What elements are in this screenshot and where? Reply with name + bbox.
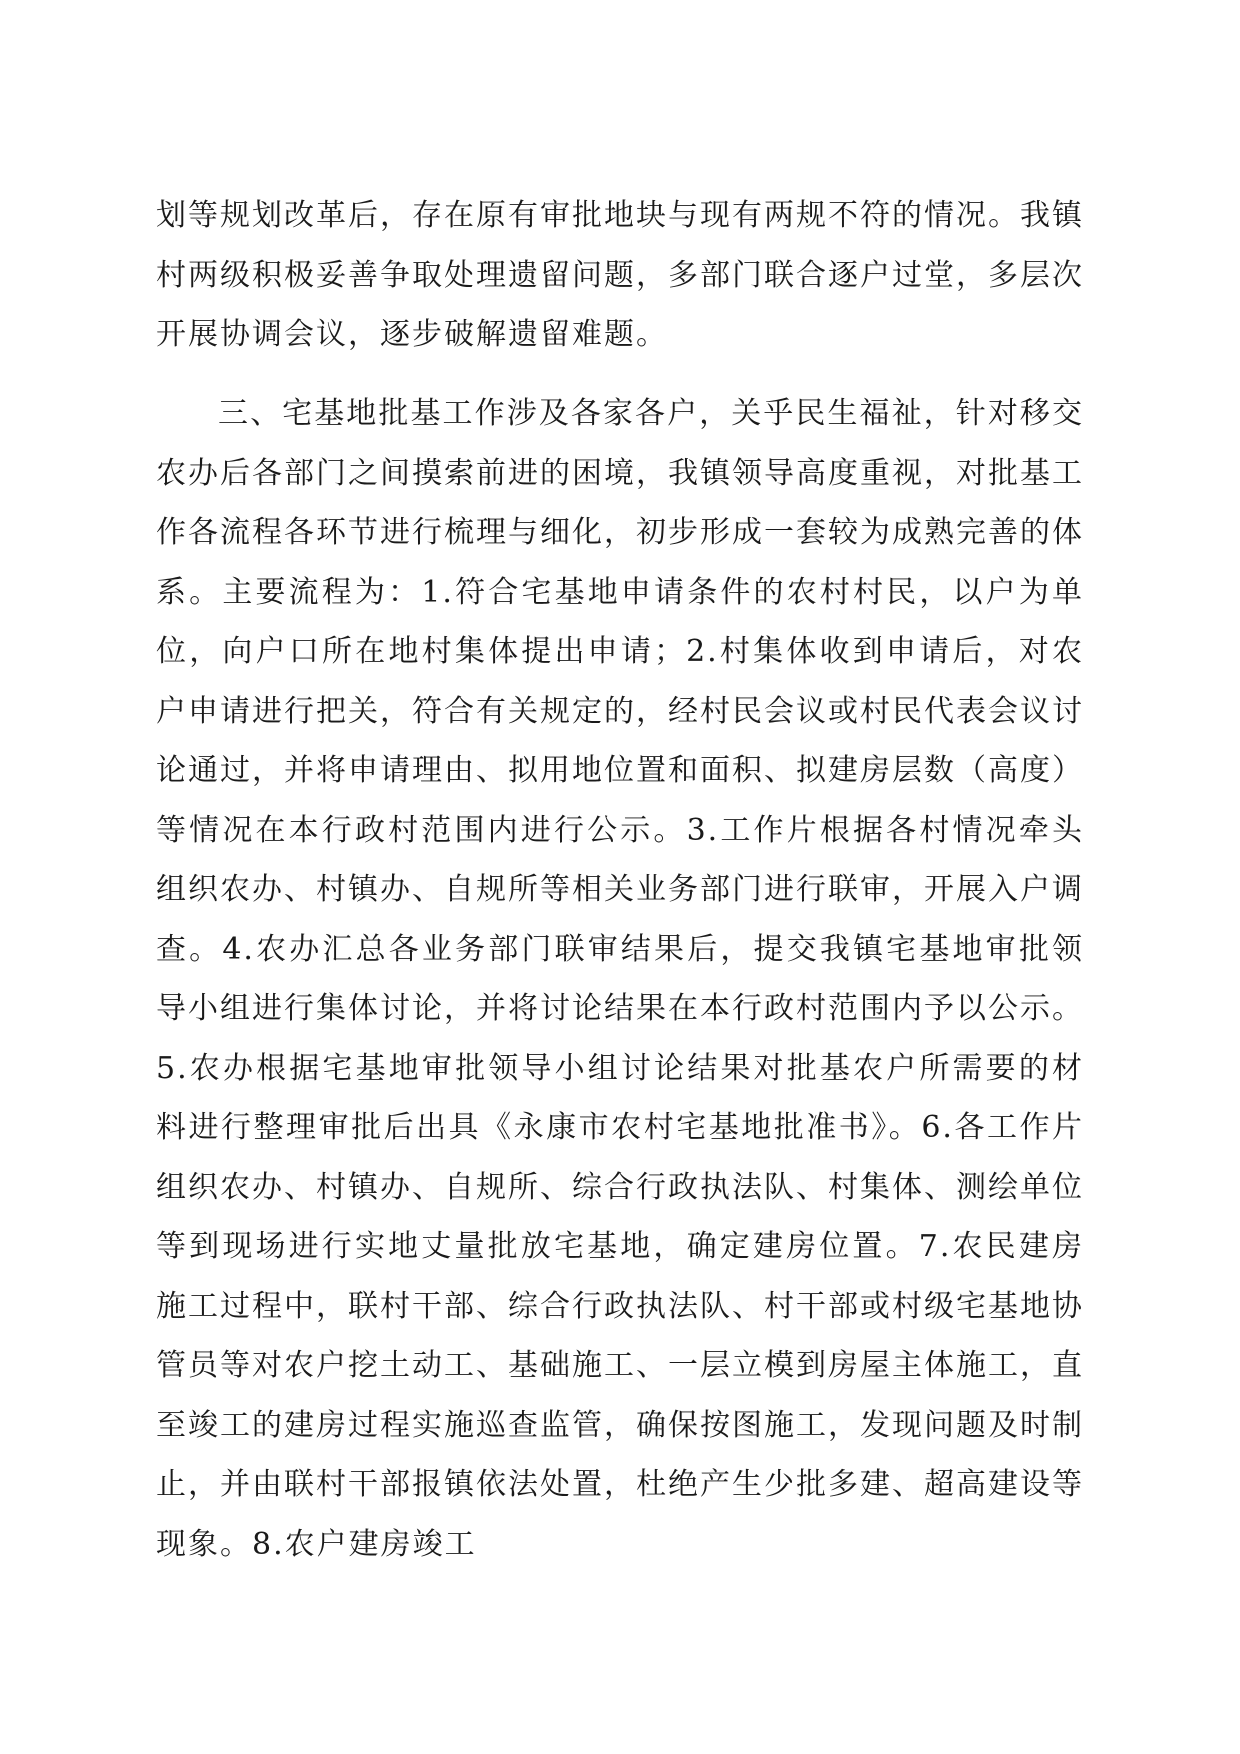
paragraph-continuation: 划等规划改革后，存在原有审批地块与现有两规不符的情况。我镇村两级积极妥善争取处理遗留问题，多部门联合逐户过堂，多层次开展协调会议，逐步破解遗留难题。 [156,198,1084,352]
paragraph-section-three: 三、宅基地批基工作涉及各家各户，关乎民生福祉，针对移交农办后各部门之间摸索前进的困境，我镇领导高度重视，对批基工作各流程各环节进行梳理与细化，初步形成一套较为成熟完善的体系。主要流程为：1.符合宅基地申请条件的农村村民，以户为单位，向户口所在地村集体提出申请；2.村集体收到申请后，对农户申请进行把关，符合有关规定的，经村民会议或村民代表会议讨论通过，并将申请理由、拟用地位置和面积、拟建房层数（高度）等情况在本行政村范围内进行公示。3.工作片根据各村情况牵头组织农办、村镇办、自规所等相关业务部门进行联审，开展入户调查。4.农办汇总各业务部门联审结果后，提交我镇宅基地审批领导小组进行集体讨论，并将讨论结果在本行政村范围内予以公示。5.农办根据宅基地审批领导小组讨论结果对批基农户所需要的材料进行整理审批后出具《永康市农村宅基地批准书》。6.各工作片组织农办、村镇办、自规所、综合行政执法队、村集体、测绘单位等到现场进行实地丈量批放宅基地，确定建房位置。7.农民建房施工过程中，联村干部、综合行政执法队、村干部或村级宅基地协管员等对农户挖土动工、基础施工、一层立模到房屋主体施工，直至竣工的建房过程实施巡查监管，确保按图施工，发现问题及时制止，并由联村干部报镇依法处置，杜绝产生少批多建、超高建设等现象。8.农户建房竣工 [156,396,1084,1562]
